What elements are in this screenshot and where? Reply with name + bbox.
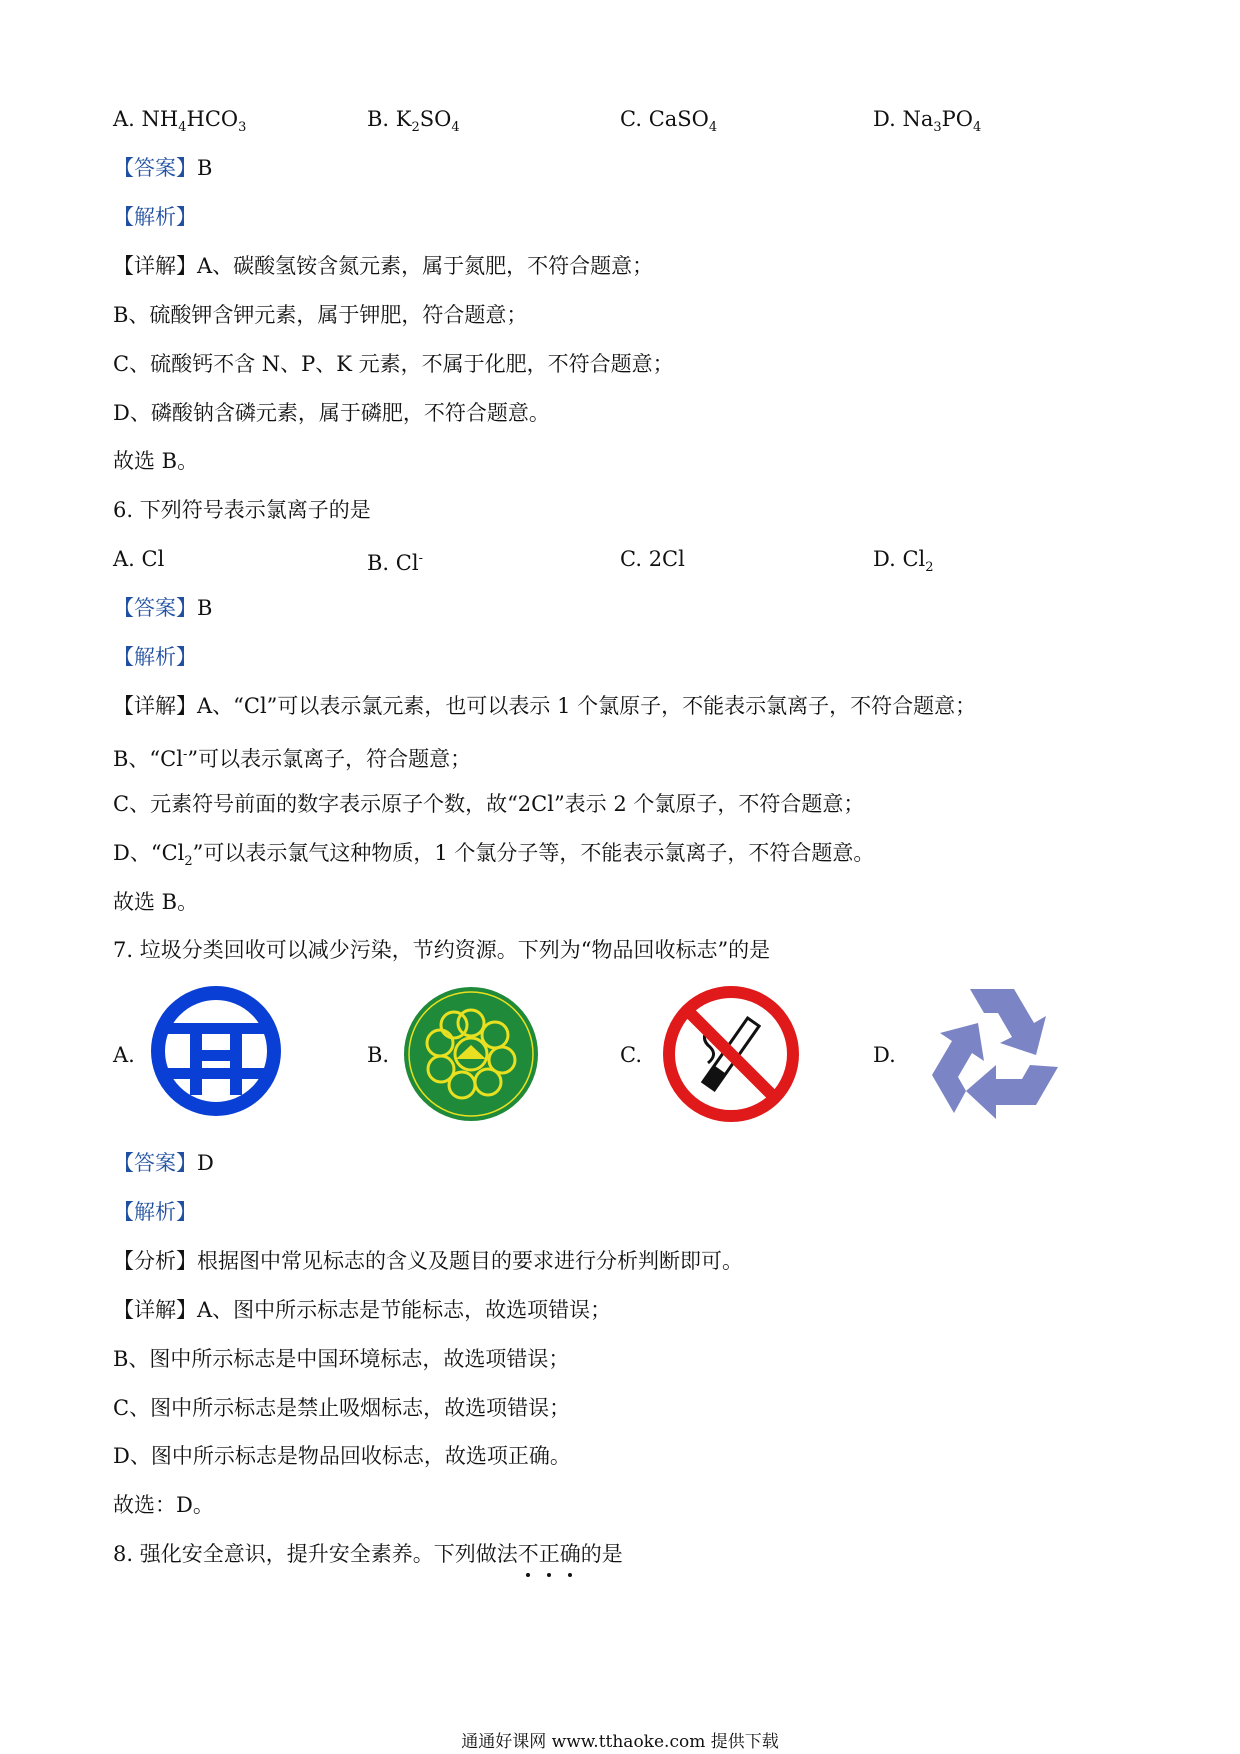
q6-line-1: 【详解】A、“Cl”可以表示氯元素，也可以表示 1 个氯原子，不能表示氯离子，不符合题意； xyxy=(113,694,977,718)
q7-option-c-letter: C. xyxy=(620,1043,642,1067)
footer-source: 通通好课网 www.tthaoke.com 提供下载 xyxy=(461,1732,779,1752)
q6-answer: 【答案】B xyxy=(113,596,213,620)
q7-line-1: 【分析】根据图中常见标志的含义及题目的要求进行分析判断即可。 xyxy=(113,1249,743,1273)
q6-line-3: C、元素符号前面的数字表示原子个数，故“2Cl”表示 2 个氯原子，不符合题意； xyxy=(113,792,865,816)
q7-line-3: B、图中所示标志是中国环境标志，故选项错误； xyxy=(113,1347,570,1371)
q6-option-d: D. $Cl_2$ xyxy=(873,547,934,576)
q7-stem: 7. 垃圾分类回收可以减少污染，节约资源。下列为“物品回收标志”的是 xyxy=(113,938,771,962)
china-environmental-label-icon xyxy=(402,985,540,1123)
q6-analysis-tag: 【解析】 xyxy=(113,645,197,669)
q5-answer: 【答案】B xyxy=(113,156,213,180)
q5-line-4: D、磷酸钠含磷元素，属于磷肥，不符合题意。 xyxy=(113,401,550,425)
q7-line-5: D、图中所示标志是物品回收标志，故选项正确。 xyxy=(113,1444,571,1468)
q5-option-b: B. $K_2SO_4$ xyxy=(367,107,460,136)
q5-line-5: 故选 B。 xyxy=(113,449,199,473)
recycling-icon xyxy=(918,985,1064,1119)
q8-stem: 8. 强化安全意识，提升安全素养。下列做法不正确的是 xyxy=(113,1539,623,1569)
q5-line-2: B、硫酸钾含钾元素，属于钾肥，符合题意； xyxy=(113,303,528,327)
q6-line-5: 故选 B。 xyxy=(113,890,199,914)
q6-option-b: B. Cl- xyxy=(367,551,423,575)
no-smoking-icon xyxy=(662,985,800,1123)
q6-line-4: D、“$Cl_2$”可以表示氯气这种物质，1 个氯分子等，不能表示氯离子，不符合题意。 xyxy=(113,841,875,870)
q5-line-3: C、硫酸钙不含 N、P、K 元素，不属于化肥，不符合题意； xyxy=(113,352,674,376)
q7-answer: 【答案】D xyxy=(113,1151,214,1175)
q7-option-b-letter: B. xyxy=(367,1043,390,1067)
q5-option-c: C. CaSO$_4$ xyxy=(620,107,718,136)
q6-option-a: A. Cl xyxy=(113,547,165,571)
q5-analysis-tag: 【解析】 xyxy=(113,205,197,229)
q5-line-1: 【详解】A、碳酸氢铵含氮元素，属于氮肥，不符合题意； xyxy=(113,254,654,278)
q6-option-c: C. 2Cl xyxy=(620,547,685,571)
q7-option-d-letter: D. xyxy=(873,1043,896,1067)
q7-line-4: C、图中所示标志是禁止吸烟标志，故选项错误； xyxy=(113,1396,571,1420)
q5-option-d: D. $Na_3PO_4$ xyxy=(873,107,982,136)
q6-stem: 6. 下列符号表示氯离子的是 xyxy=(113,498,371,522)
q7-analysis-tag: 【解析】 xyxy=(113,1200,197,1224)
q5-option-a: A. $NH_4HCO_3$ xyxy=(113,107,247,136)
energy-saving-logo-icon xyxy=(150,985,282,1117)
q7-line-2: 【详解】A、图中所示标志是节能标志，故选项错误； xyxy=(113,1298,612,1322)
q7-option-a-letter: A. xyxy=(113,1043,135,1067)
q7-line-6: 故选：D。 xyxy=(113,1493,214,1517)
q6-line-2: B、“Cl-”可以表示氯离子，符合题意； xyxy=(113,747,472,771)
